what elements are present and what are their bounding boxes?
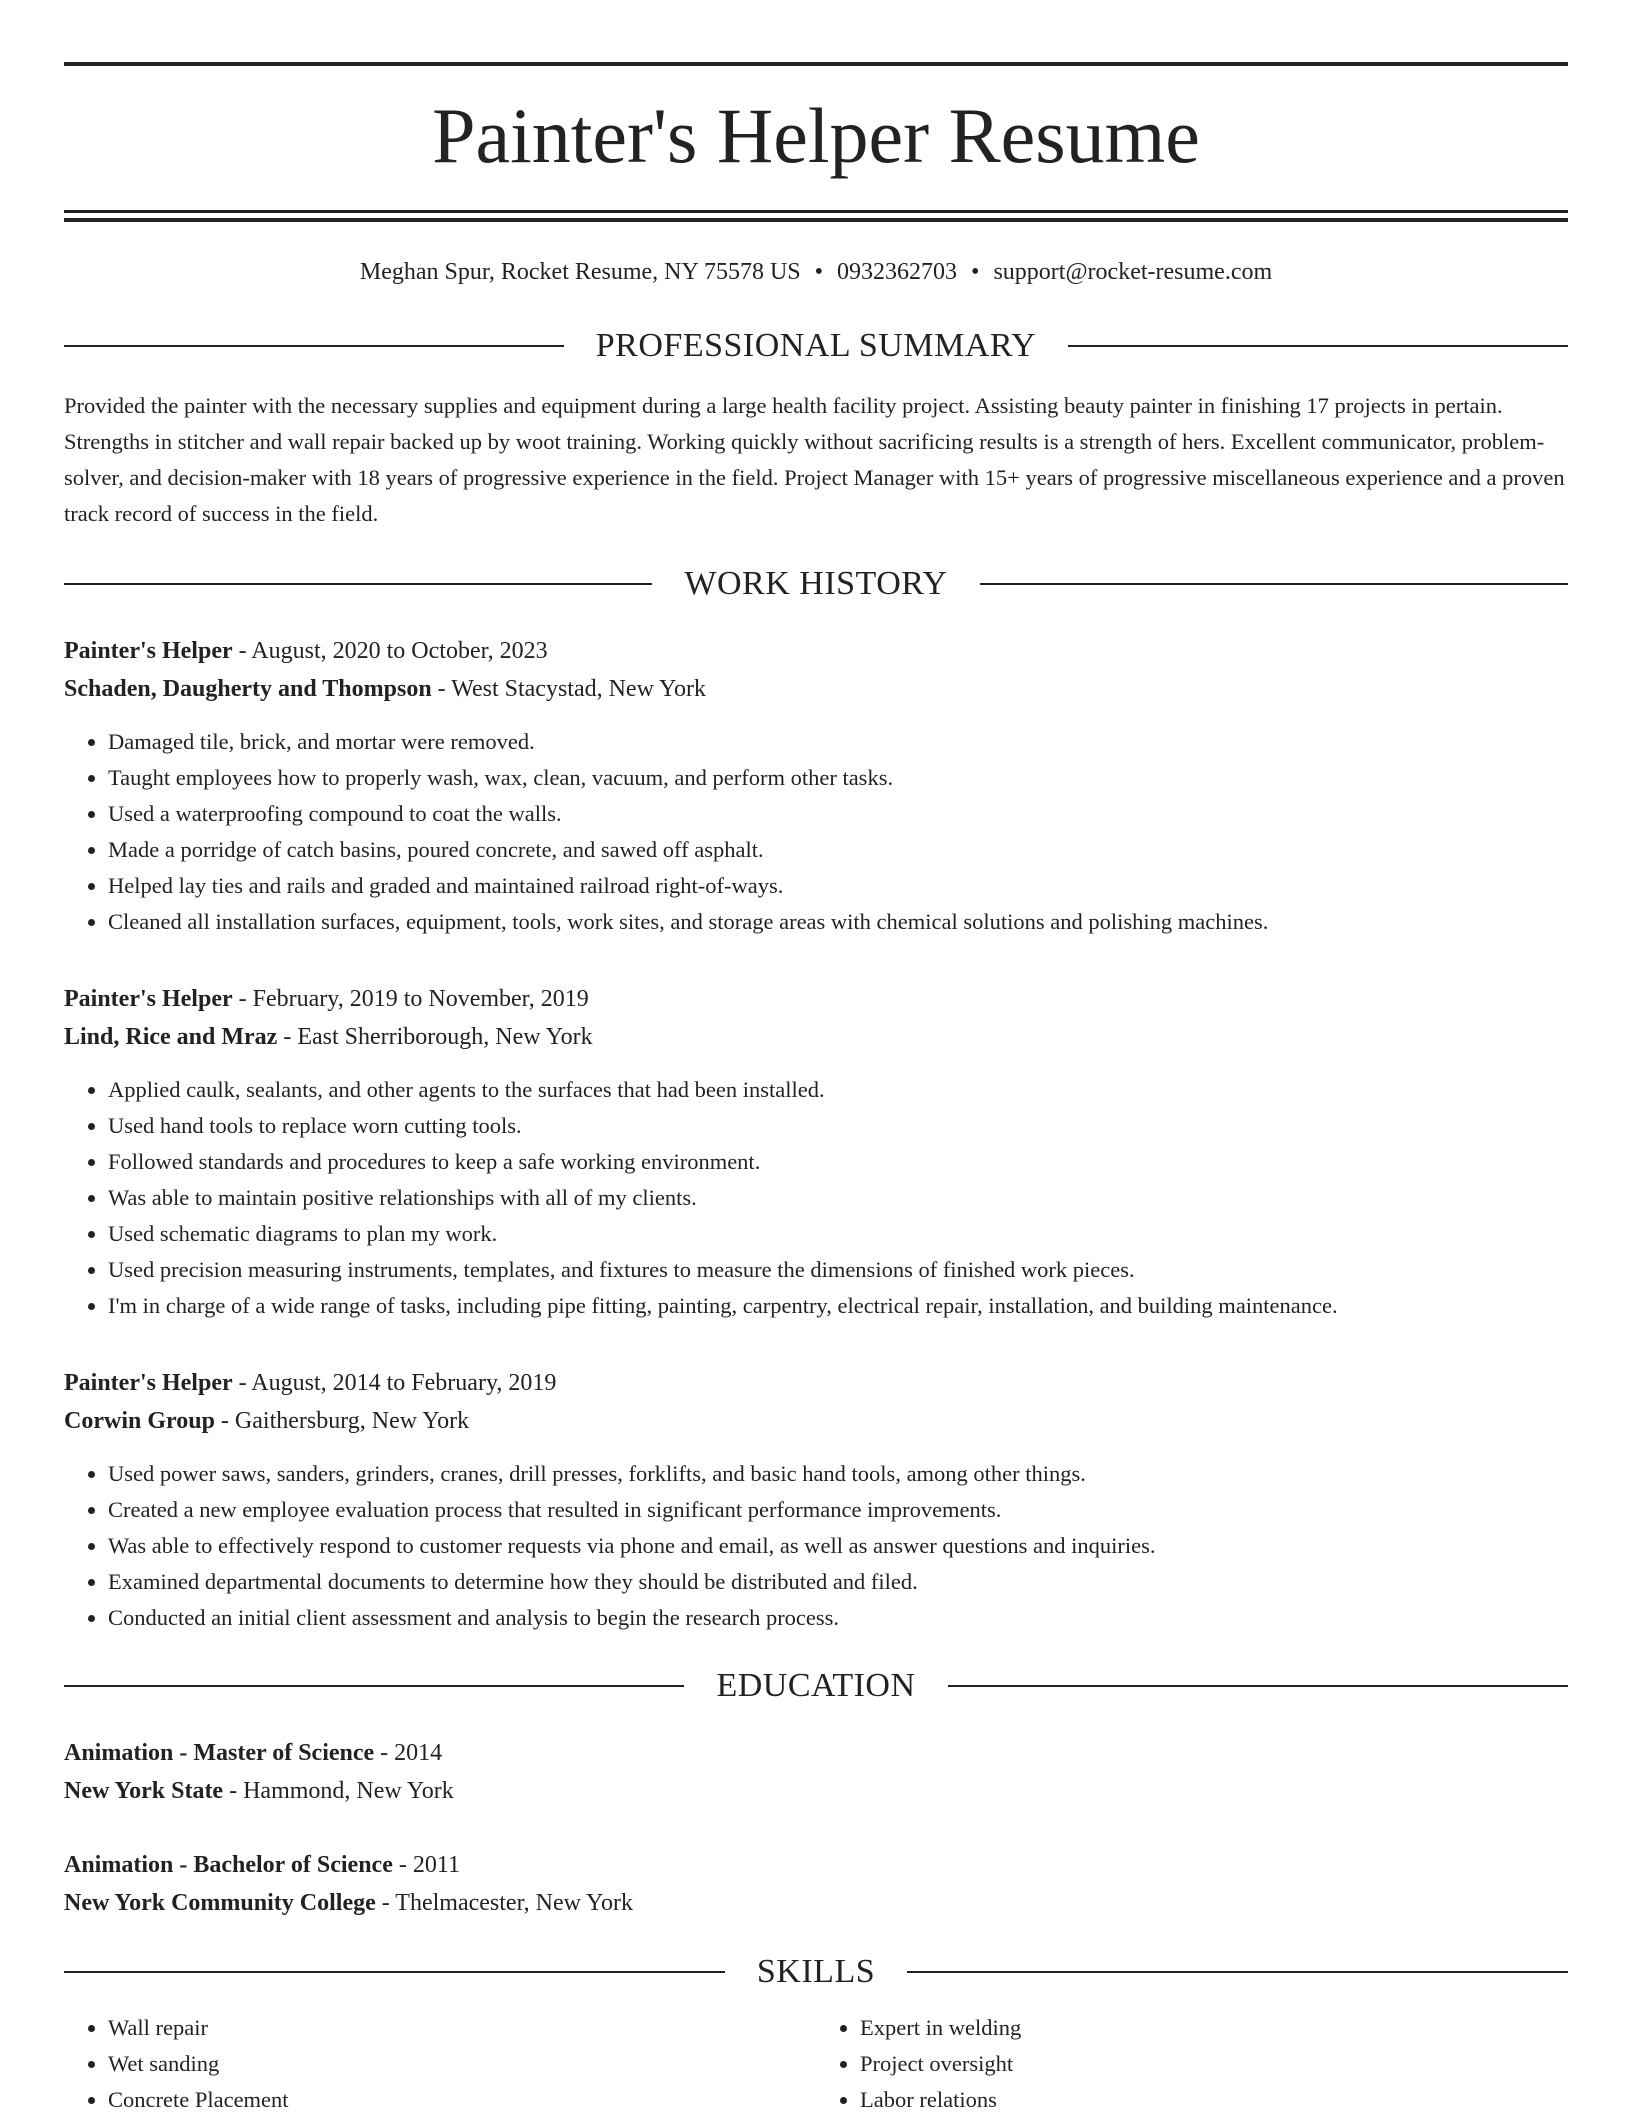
job-company-line xyxy=(64,1018,1568,1056)
job-bullet: • Made a porridge of catch basins, poured concrete, and sawed off asphalt. xyxy=(108,832,1568,868)
summary-heading xyxy=(64,324,1568,368)
education-school: New York Community College xyxy=(64,1890,376,1916)
heading-rule-left xyxy=(64,1971,725,1973)
education-degree-line xyxy=(64,1846,1568,1884)
job-dates: - August, 2014 to February, 2019 xyxy=(232,1370,557,1396)
job-bullet: • Taught employees how to properly wash, wax, clean, vacuum, and perform other tasks. xyxy=(108,760,1568,796)
job-title: Painter's Helper xyxy=(64,986,233,1012)
heading-rule-right xyxy=(980,583,1568,585)
education-degree: Animation - Bachelor of Science xyxy=(64,1852,393,1878)
skills-column-left xyxy=(64,2010,816,2112)
skills-heading xyxy=(64,1950,1568,1994)
skills-heading-label: SKILLS xyxy=(756,1953,876,1990)
work-history-heading-label: WORK HISTORY xyxy=(684,565,948,602)
skill-item: • Wet sanding xyxy=(108,2046,816,2082)
job-bullet: • Examined departmental documents to determine how they should be distributed and filed. xyxy=(108,1564,1568,1600)
contact-separator: • xyxy=(971,259,980,285)
heading-rule-left xyxy=(64,345,564,347)
job-entry xyxy=(64,632,1568,940)
education-entry xyxy=(64,1734,1568,1810)
job-company-line xyxy=(64,670,1568,708)
job-company-line xyxy=(64,1402,1568,1440)
job-bullet: • Helped lay ties and rails and graded and maintained railroad right-of-ways. xyxy=(108,868,1568,904)
job-bullet: • Followed standards and procedures to keep a safe working environment. xyxy=(108,1144,1568,1180)
work-history-heading xyxy=(64,562,1568,606)
education-heading xyxy=(64,1664,1568,1708)
skill-item: • Concrete Placement xyxy=(108,2082,816,2112)
summary-text: Provided the painter with the necessary supplies and equipment during a large health facility project. Assisting beauty painter in finishing 17 projects in pertain. Strengths in stitcher and wall repair backed up by woot training. Working quickly without sacrificing results is a strength of hers. Excellent communicator, problem-solver, and decision-maker with 18 years of progressive experience in the field. Project Manager with 15+ years of progressive miscellaneous experience and a proven track record of success in the field. xyxy=(64,393,1565,526)
job-bullet: • Cleaned all installation surfaces, equipment, tools, work sites, and storage areas with chemical solutions and polishing machines. xyxy=(108,904,1568,940)
education-school-line xyxy=(64,1772,1568,1810)
skills-list xyxy=(64,2010,1568,2112)
job-entry xyxy=(64,1364,1568,1636)
contact-line xyxy=(64,256,1568,288)
contact-separator: • xyxy=(814,259,824,285)
job-bullet: • Was able to maintain positive relationships with all of my clients. xyxy=(108,1180,1568,1216)
job-title-line xyxy=(64,632,1568,670)
job-bullet: • Was able to effectively respond to customer requests via phone and email, as well as answer questions and inquiries. xyxy=(108,1528,1568,1564)
education-entry xyxy=(64,1846,1568,1922)
job-entry xyxy=(64,980,1568,1324)
education-school-line xyxy=(64,1884,1568,1922)
job-bullet: • I'm in charge of a wide range of tasks, including pipe fitting, painting, carpentry, electrical repair, installation, and building maintenance. xyxy=(108,1288,1568,1324)
contact-email: support@rocket-resume.com xyxy=(993,259,1273,285)
job-bullet: • Used hand tools to replace worn cutting tools. xyxy=(108,1108,1568,1144)
resume-title: Painter's Helper Resume xyxy=(432,92,1200,179)
job-location: - West Stacystad, New York xyxy=(431,676,706,702)
job-location: - Gaithersburg, New York xyxy=(214,1408,470,1434)
job-company: Corwin Group xyxy=(64,1408,215,1434)
job-bullet: • Used power saws, sanders, grinders, cranes, drill presses, forklifts, and basic hand tools, among other things. xyxy=(108,1456,1568,1492)
skill-item: • Wall repair xyxy=(108,2010,816,2046)
education-year: - 2014 xyxy=(374,1740,443,1766)
education-degree-line xyxy=(64,1734,1568,1772)
job-title: Painter's Helper xyxy=(64,638,233,664)
skills-column-right xyxy=(816,2010,1568,2112)
job-title-line xyxy=(64,1364,1568,1402)
education-location: - Thelmacester, New York xyxy=(375,1890,633,1916)
job-bullets xyxy=(64,1072,1568,1324)
job-company: Lind, Rice and Mraz xyxy=(64,1024,278,1050)
education-heading-label: EDUCATION xyxy=(716,1667,916,1704)
job-bullet: • Damaged tile, brick, and mortar were removed. xyxy=(108,724,1568,760)
title-double-rule xyxy=(64,210,1568,222)
job-bullets xyxy=(64,724,1568,940)
skill-item: • Labor relations xyxy=(860,2082,1568,2112)
skill-item: • Project oversight xyxy=(860,2046,1568,2082)
education-year: - 2011 xyxy=(392,1852,460,1878)
job-bullet: • Used schematic diagrams to plan my work. xyxy=(108,1216,1568,1252)
contact-phone: 0932362703 xyxy=(837,259,958,285)
summary-heading-label: PROFESSIONAL SUMMARY xyxy=(595,327,1037,364)
job-dates: - August, 2020 to October, 2023 xyxy=(232,638,548,664)
job-location: - East Sherriborough, New York xyxy=(277,1024,593,1050)
job-bullets xyxy=(64,1456,1568,1636)
job-bullet: • Used a waterproofing compound to coat the walls. xyxy=(108,796,1568,832)
heading-rule-right xyxy=(907,1971,1568,1973)
contact-address: Meghan Spur, Rocket Resume, NY 75578 US xyxy=(359,259,801,285)
job-bullet: • Created a new employee evaluation process that resulted in significant performance improvements. xyxy=(108,1492,1568,1528)
job-bullet: • Used precision measuring instruments, templates, and fixtures to measure the dimensions of finished work pieces. xyxy=(108,1252,1568,1288)
skill-item: • Expert in welding xyxy=(860,2010,1568,2046)
heading-rule-left xyxy=(64,583,652,585)
job-company: Schaden, Daugherty and Thompson xyxy=(64,676,432,702)
job-bullet: • Conducted an initial client assessment and analysis to begin the research process. xyxy=(108,1600,1568,1636)
job-title: Painter's Helper xyxy=(64,1370,233,1396)
job-bullet: • Applied caulk, sealants, and other agents to the surfaces that had been installed. xyxy=(108,1072,1568,1108)
top-rule xyxy=(64,62,1568,66)
heading-rule-right xyxy=(1068,345,1568,347)
heading-rule-right xyxy=(948,1685,1568,1687)
education-degree: Animation - Master of Science xyxy=(64,1740,375,1766)
education-school: New York State xyxy=(64,1778,224,1804)
job-dates: - February, 2019 to November, 2019 xyxy=(232,986,589,1012)
education-location: - Hammond, New York xyxy=(223,1778,454,1804)
heading-rule-left xyxy=(64,1685,684,1687)
job-title-line xyxy=(64,980,1568,1018)
